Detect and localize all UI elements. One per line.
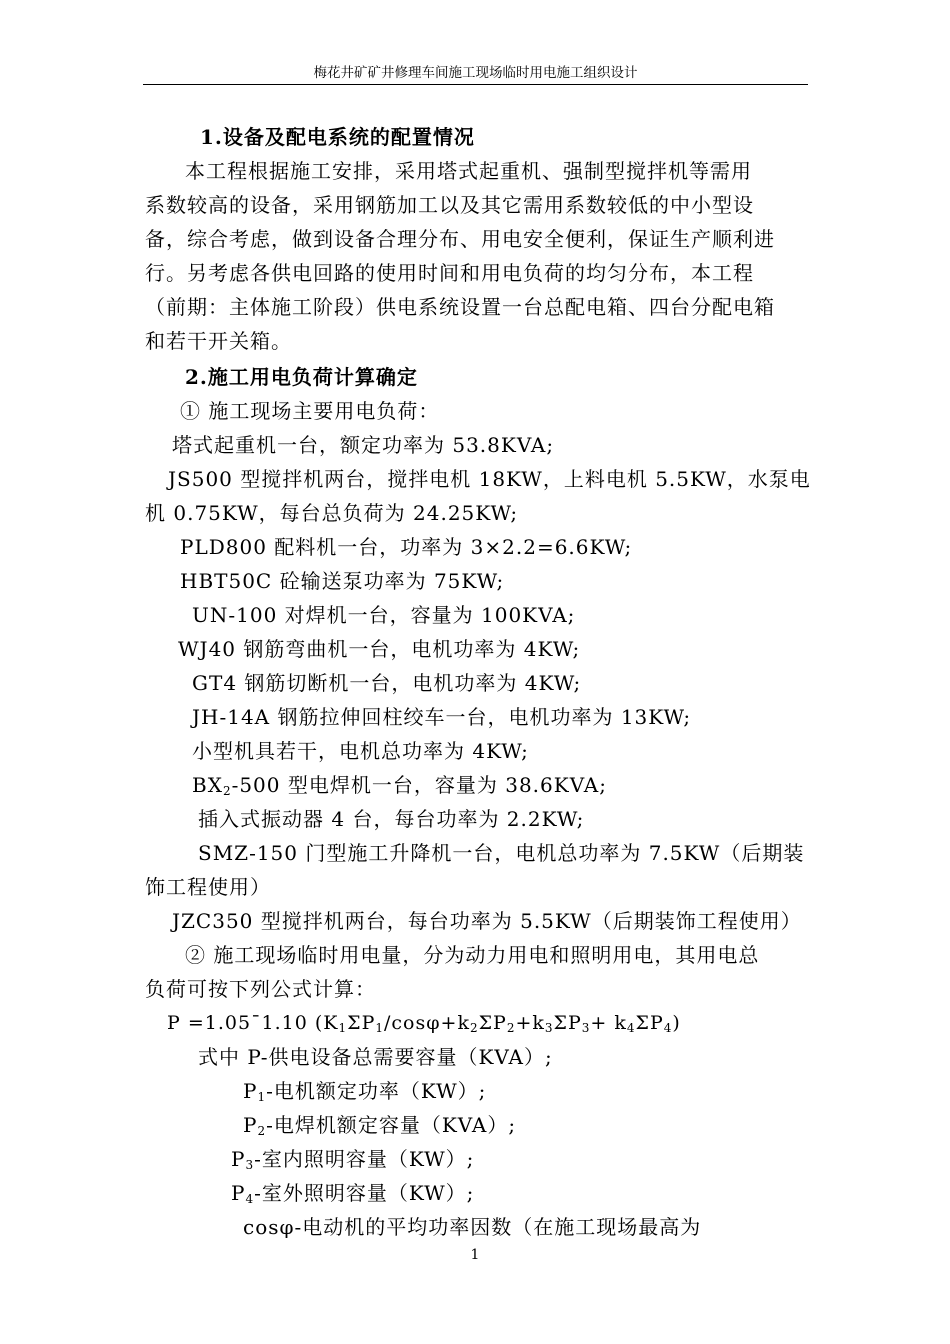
formula-intro-line: ② 施工现场临时用电量，分为动力用电和照明用电，其用电总 xyxy=(185,943,760,967)
load-item: 饰工程使用） xyxy=(145,875,271,899)
page-header xyxy=(143,62,808,85)
section1-paragraph-line: 系数较高的设备，采用钢筋加工以及其它需用系数较低的中小型设 xyxy=(145,193,754,217)
bx-prefix: BX xyxy=(192,773,223,797)
section2-heading: 2.施工用电负荷计算确定 xyxy=(185,365,418,389)
load-item: JS500 型搅拌机两台，搅拌电机 18KW，上料电机 5.5KW，水泵电 xyxy=(168,467,811,491)
formula-definition: $P_4-$室外照明容量（KW）; xyxy=(231,1181,475,1206)
load-item xyxy=(192,768,607,802)
load-item: GT4 钢筋切断机一台，电机功率为 4KW; xyxy=(192,671,582,695)
load-item: 塔式起重机一台，额定功率为 53.8KVA; xyxy=(172,433,555,457)
load-list-heading: ① 施工现场主要用电负荷： xyxy=(180,399,440,423)
load-formula: P =1.05¯1.10 $(K_1\Sigma P_1/\cos\varphi+k_2\Sigma P_2+k_3\Sigma P_3+ k_4\Sigma P_4)$ xyxy=(167,1012,681,1035)
load-item: JZC350 型搅拌机两台，每台功率为 5.5KW（后期装饰工程使用） xyxy=(172,909,802,933)
section1-paragraph-line: （前期：主体施工阶段）供电系统设置一台总配电箱、四台分配电箱 xyxy=(145,295,775,319)
load-item: SMZ-150 门型施工升降机一台，电机总功率为 7.5KW（后期装 xyxy=(198,841,805,865)
section1-paragraph-line: 和若干开关箱。 xyxy=(145,329,292,353)
load-item: PLD800 配料机一台，功率为 3×2.2=6.6KW; xyxy=(180,535,633,559)
section1-paragraph-line: 本工程根据施工安排，采用塔式起重机、强制型搅拌机等需用 xyxy=(185,159,752,183)
section1-paragraph-line: 备，综合考虑，做到设备合理分布、用电安全便利，保证生产顺利进 xyxy=(145,227,775,251)
load-item: 插入式振动器 4 台，每台功率为 2.2KW; xyxy=(198,807,585,831)
load-item: UN-100 对焊机一台，容量为 100KVA; xyxy=(192,603,576,627)
load-item: WJ40 钢筋弯曲机一台，电机功率为 4KW; xyxy=(178,637,581,661)
formula-definition: $P_1-$电机额定功率（KW）; xyxy=(243,1079,487,1104)
load-item: 机 0.75KW，每台总负荷为 24.25KW; xyxy=(145,501,519,525)
formula-definition: $P_2-$电焊机额定容量（KVA）; xyxy=(243,1113,517,1138)
formula-definition: $P_3-$室内照明容量（KW）; xyxy=(231,1147,475,1172)
formula-definition: cosφ-电动机的平均功率因数（在施工现场最高为 xyxy=(243,1215,702,1239)
load-item: HBT50C 砼输送泵功率为 75KW; xyxy=(180,569,505,593)
header-title: 梅花井矿矿井修理车间施工现场临时用电施工组织设计 xyxy=(313,65,638,81)
section1-paragraph-line: 行。另考虑各供电回路的使用时间和用电负荷的均匀分布，本工程 xyxy=(145,261,754,285)
bx-subscript: 2 xyxy=(222,784,232,798)
bx-rest: -500 型电焊机一台，容量为 38.6KVA; xyxy=(231,773,607,797)
formula-intro-line: 负荷可按下列公式计算： xyxy=(145,977,376,1001)
load-item: 小型机具若干，电机总功率为 4KW; xyxy=(192,739,529,763)
formula-definition: 式中 P-供电设备总需要容量（KVA）; xyxy=(198,1045,553,1069)
load-item: JH-14A 钢筋拉伸回柱绞车一台，电机功率为 13KW; xyxy=(192,705,692,729)
section1-heading: 1.设备及配电系统的配置情况 xyxy=(200,125,475,149)
page-number: 1 xyxy=(470,1247,480,1263)
